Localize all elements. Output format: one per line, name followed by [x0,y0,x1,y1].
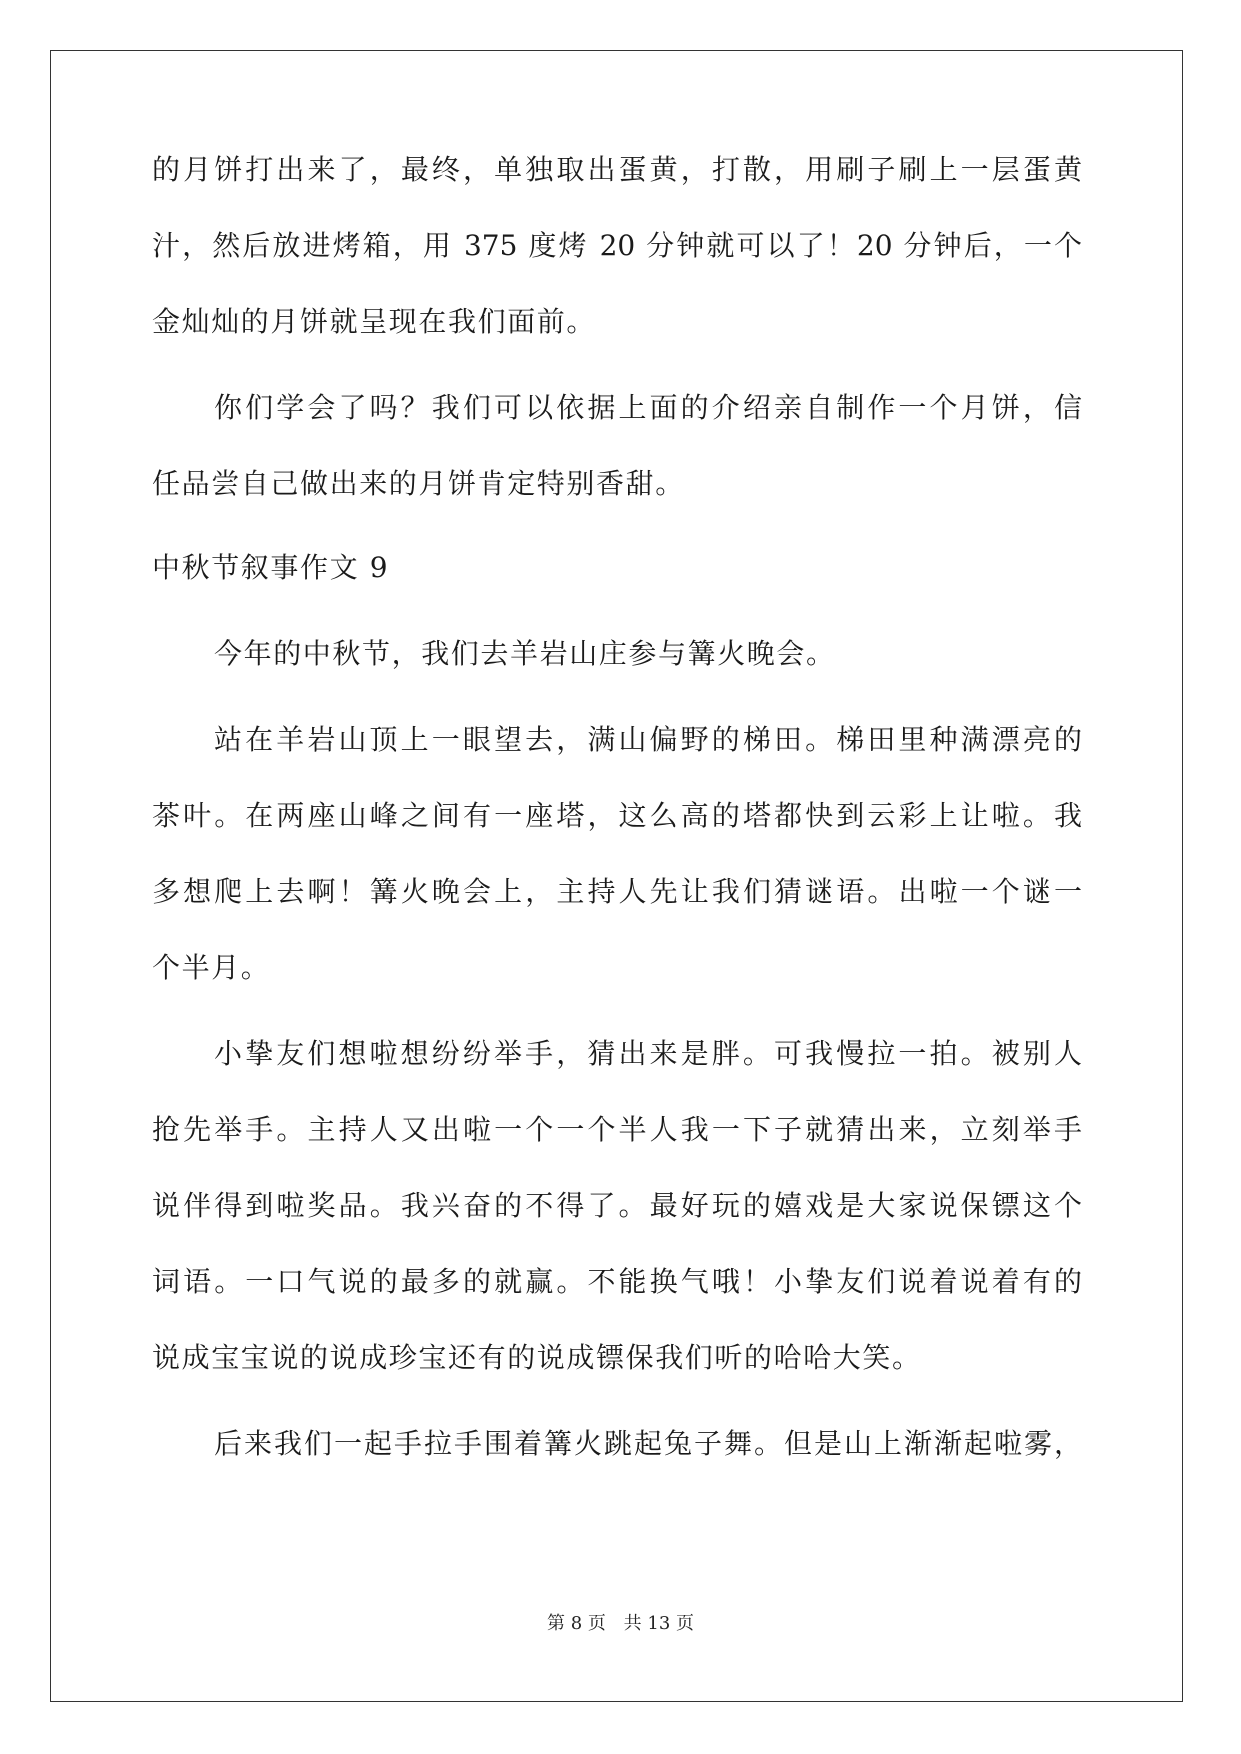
text-line: 金灿灿的月饼就呈现在我们面前。 [152,305,597,338]
text-line: 小挚友们想啦想纷纷举手，猜出来是胖。可我慢拉一拍。被别人 [214,1037,1082,1070]
text-line: 今年的中秋节，我们去羊岩山庄参与篝火晚会。 [214,637,836,670]
text-line: 的月饼打出来了，最终，单独取出蛋黄，打散，用刷子刷上一层蛋黄 [152,153,1082,186]
text-line: 个半月。 [152,951,271,984]
text-line: 茶叶。在两座山峰之间有一座塔，这么高的塔都快到云彩上让啦。我 [152,799,1082,832]
page-number: 第 8 页 [547,1613,606,1634]
text-line: 汁，然后放进烤箱，用 375 度烤 20 分钟就可以了！20 分钟后，一个 [152,229,1082,262]
text-line: 抢先举手。主持人又出啦一个一个半人我一下子就猜出来，立刻举手 [152,1113,1082,1146]
text-line: 你们学会了吗？我们可以依据上面的介绍亲自制作一个月饼，信 [214,391,1082,424]
section-heading: 中秋节叙事作文 9 [152,551,390,584]
text-line: 词语。一口气说的最多的就赢。不能换气哦！小挚友们说着说着有的 [152,1265,1082,1298]
text-line: 站在羊岩山顶上一眼望去，满山偏野的梯田。梯田里种满漂亮的 [214,723,1082,756]
text-line: 后来我们一起手拉手围着篝火跳起兔子舞。但是山上渐渐起啦雾， [214,1427,1082,1460]
text-line: 说伴得到啦奖品。我兴奋的不得了。最好玩的嬉戏是大家说保镖这个 [152,1189,1082,1222]
text-line: 说成宝宝说的说成珍宝还有的说成镖保我们听的哈哈大笑。 [152,1341,922,1374]
text-line: 多想爬上去啊！篝火晚会上，主持人先让我们猜谜语。出啦一个谜一 [152,875,1082,908]
page-footer [0,1612,1241,1636]
text-line: 任品尝自己做出来的月饼肯定特别香甜。 [152,467,685,500]
page-total: 共 13 页 [623,1613,694,1634]
